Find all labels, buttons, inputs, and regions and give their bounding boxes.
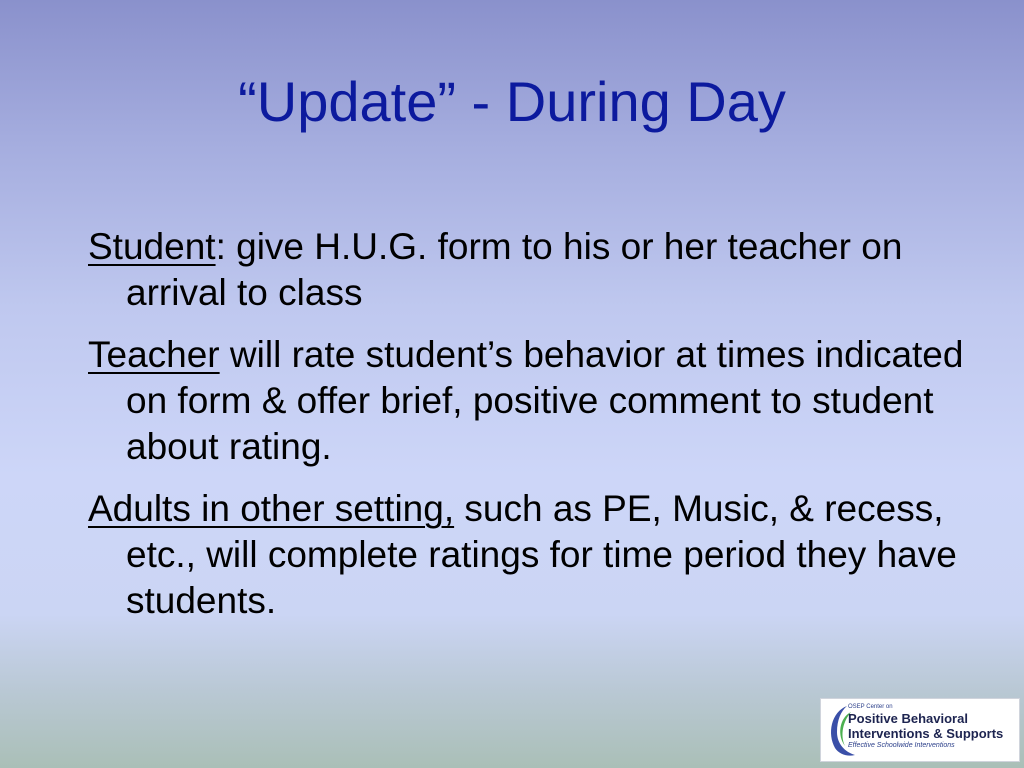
bullet-text-adults: such as PE, Music, & recess, etc., will complete ratings for time period they have students. [126, 488, 957, 621]
bullet-list [88, 224, 968, 640]
bullet-lead-teacher: Teacher [88, 334, 220, 375]
bullet-lead-student: Student [88, 226, 216, 267]
slide-title: “Update” - During Day [238, 70, 786, 133]
logo-text-tagline: Effective Schoolwide Interventions [848, 742, 955, 749]
bullet-item-teacher [88, 332, 968, 470]
logo-text-interventions-supports: Interventions & Supports [848, 726, 1004, 741]
bullet-item-student [88, 224, 968, 316]
bullet-lead-adults: Adults in other setting, [88, 488, 455, 529]
logo-text-osep: OSEP Center on [848, 704, 893, 710]
bullet-item-adults [88, 486, 968, 624]
bullet-text-student: : give H.U.G. form to his or her teacher on arrival to class [126, 226, 903, 313]
logo-text-positive-behavioral: Positive Behavioral [848, 711, 968, 726]
pbis-logo [820, 698, 1020, 762]
bullet-text-teacher: will rate student’s behavior at times indicated on form & offer brief, positive comment to student about rating. [126, 334, 964, 467]
